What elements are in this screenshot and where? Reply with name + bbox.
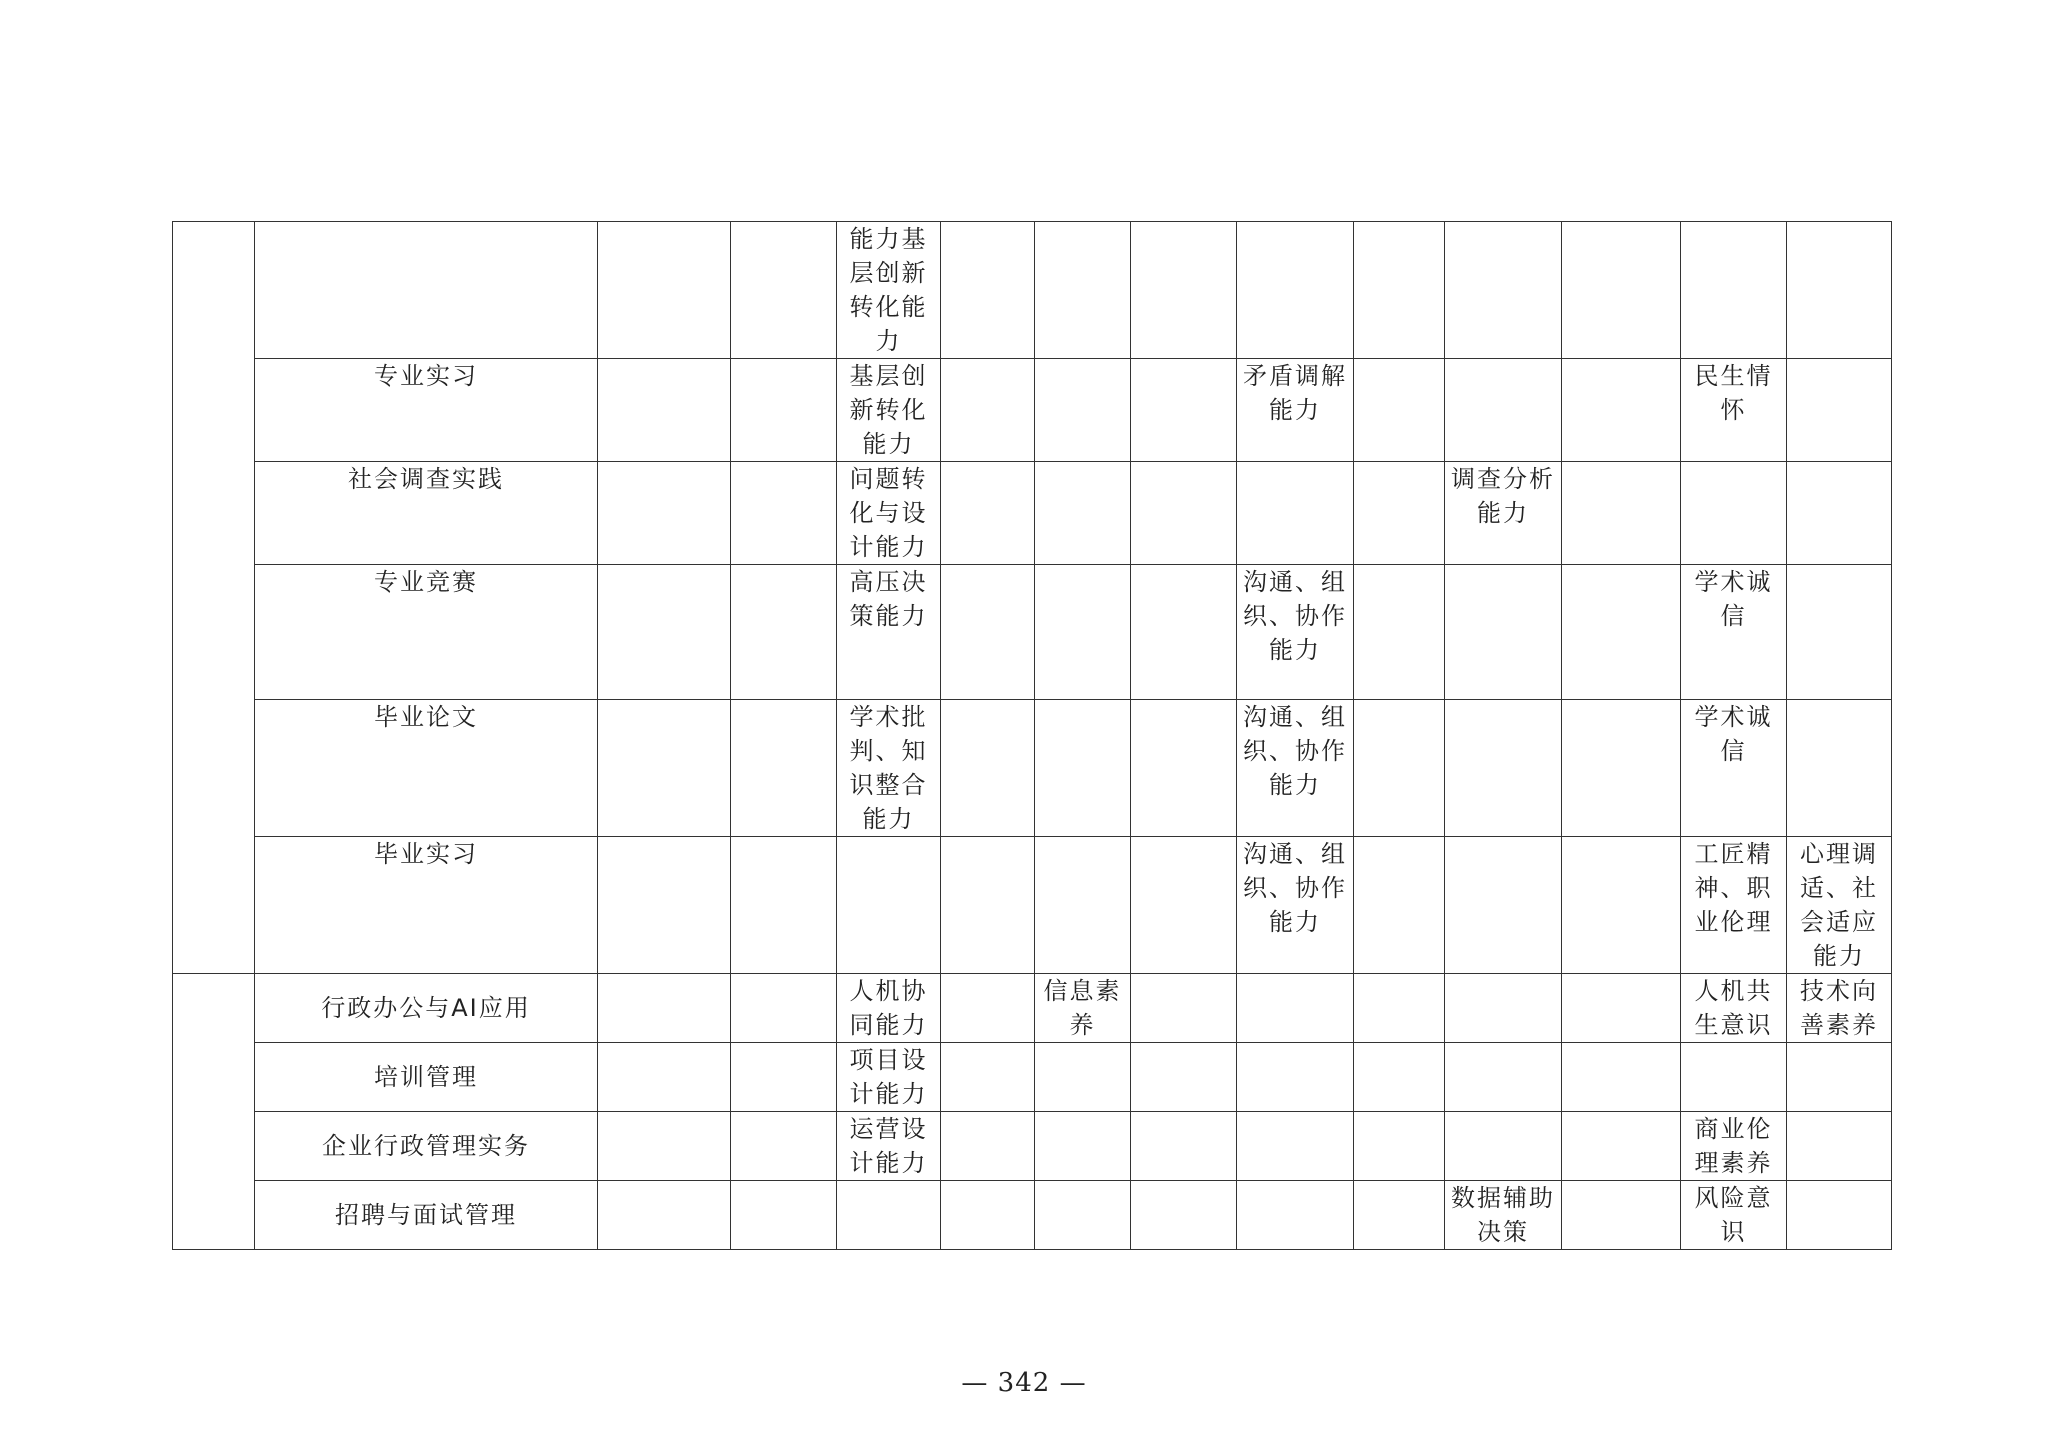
course-cell (255, 222, 598, 359)
competency-cell: 技术向善素养 (1787, 974, 1892, 1043)
competency-cell: 心理调适、社会适应能力 (1787, 837, 1892, 974)
page-number: — 342 — (961, 1368, 1087, 1398)
course-cell: 行政办公与AI应用 (255, 974, 598, 1043)
competency-cell: 沟通、组织、协作能力 (1237, 700, 1354, 837)
table-row (173, 700, 1892, 837)
competency-cell: 学术诚信 (1681, 700, 1787, 837)
table-row (173, 565, 1892, 700)
competency-cell: 问题转化与设计能力 (837, 462, 941, 565)
competency-cell: 运营设计能力 (837, 1112, 941, 1181)
category-cell (173, 222, 255, 974)
competency-cell: 沟通、组织、协作能力 (1237, 565, 1354, 700)
competency-cell: 学术诚信 (1681, 565, 1787, 700)
competency-cell: 矛盾调解能力 (1237, 359, 1354, 462)
competency-cell: 人机共生意识 (1681, 974, 1787, 1043)
competency-cell: 风险意识 (1681, 1181, 1787, 1250)
competency-cell: 学术批判、知识整合能力 (837, 700, 941, 837)
competency-cell: 能力基层创新转化能力 (837, 222, 941, 359)
competency-cell: 高压决策能力 (837, 565, 941, 700)
competency-cell: 工匠精神、职业伦理 (1681, 837, 1787, 974)
table-row (173, 359, 1892, 462)
table-row (173, 222, 1892, 359)
table-row (173, 837, 1892, 974)
course-cell: 毕业实习 (255, 837, 598, 974)
table-row (173, 1181, 1892, 1250)
competency-cell: 沟通、组织、协作能力 (1237, 837, 1354, 974)
competency-cell: 商业伦理素养 (1681, 1112, 1787, 1181)
competency-cell: 民生情怀 (1681, 359, 1787, 462)
competency-cell: 基层创新转化能力 (837, 359, 941, 462)
category-cell (173, 974, 255, 1250)
course-cell: 社会调查实践 (255, 462, 598, 565)
competency-cell: 调查分析能力 (1445, 462, 1562, 565)
table-row (173, 462, 1892, 565)
competency-cell: 信息素养 (1035, 974, 1131, 1043)
course-cell: 专业竞赛 (255, 565, 598, 700)
competency-cell: 项目设计能力 (837, 1043, 941, 1112)
course-cell: 专业实习 (255, 359, 598, 462)
competency-cell: 数据辅助决策 (1445, 1181, 1562, 1250)
table-row (173, 1112, 1892, 1181)
course-cell: 企业行政管理实务 (255, 1112, 598, 1181)
table-row (173, 974, 1892, 1043)
course-cell: 毕业论文 (255, 700, 598, 837)
competency-matrix-table (172, 221, 1892, 1250)
competency-cell: 人机协同能力 (837, 974, 941, 1043)
course-cell: 培训管理 (255, 1043, 598, 1112)
course-cell: 招聘与面试管理 (255, 1181, 598, 1250)
table-row (173, 1043, 1892, 1112)
